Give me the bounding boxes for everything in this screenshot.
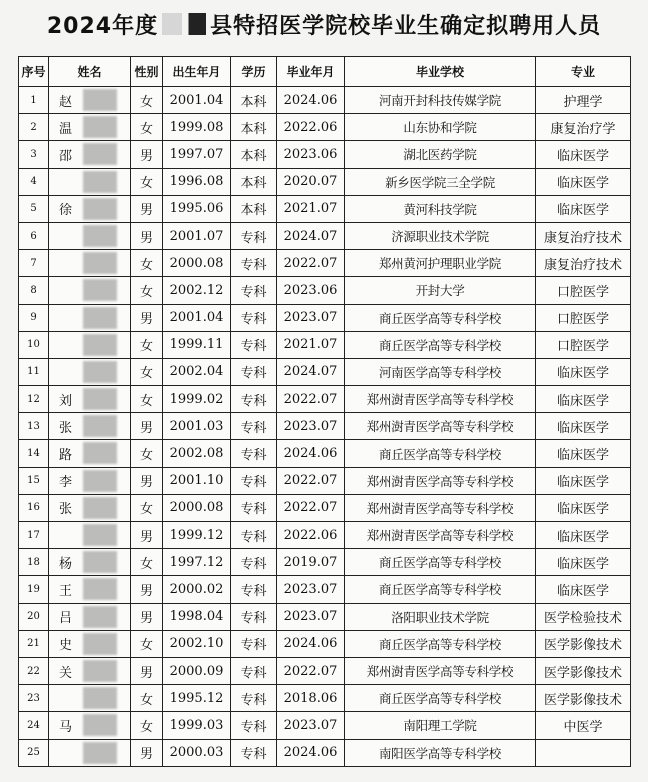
- name-redaction-blur: [83, 415, 117, 437]
- cell-birth: 1999.02: [163, 386, 231, 413]
- table-row: [19, 522, 631, 549]
- cell-no: 7: [19, 250, 49, 277]
- cell-graduation: 2024.07: [277, 222, 345, 249]
- name-redaction-blur: [83, 524, 117, 546]
- cell-school: 郑州澍青医学高等专科学校: [345, 494, 536, 521]
- cell-gender: 男: [131, 603, 163, 630]
- name-redaction-blur: [83, 714, 117, 736]
- name-redaction-blur: [83, 198, 117, 220]
- cell-school: 商丘医学高等专科学校: [345, 549, 536, 576]
- name-redaction-blur: [83, 361, 117, 383]
- table-row: [19, 195, 631, 222]
- cell-school: 河南开封科技传媒学院: [345, 87, 536, 114]
- cell-graduation: 2022.07: [277, 467, 345, 494]
- cell-name: [49, 195, 131, 222]
- cell-graduation: 2022.07: [277, 386, 345, 413]
- name-redaction-blur: [83, 307, 117, 329]
- cell-major: 中医学: [536, 712, 631, 739]
- cell-gender: 男: [131, 739, 163, 766]
- table-row: [19, 331, 631, 358]
- cell-education: 专科: [231, 657, 277, 684]
- table-row: [19, 168, 631, 195]
- table-row: [19, 603, 631, 630]
- cell-no: 19: [19, 576, 49, 603]
- cell-education: 本科: [231, 141, 277, 168]
- table-row: [19, 222, 631, 249]
- cell-graduation: 2021.07: [277, 331, 345, 358]
- cell-education: 专科: [231, 712, 277, 739]
- name-text: 杨: [59, 556, 73, 572]
- name-redaction-blur: [83, 225, 117, 247]
- cell-name: [49, 413, 131, 440]
- cell-no: 3: [19, 141, 49, 168]
- cell-education: 专科: [231, 494, 277, 521]
- name-redaction-blur: [83, 660, 117, 682]
- cell-name: [49, 250, 131, 277]
- cell-school: 开封大学: [345, 277, 536, 304]
- cell-gender: 男: [131, 413, 163, 440]
- cell-education: 专科: [231, 358, 277, 385]
- cell-education: 专科: [231, 277, 277, 304]
- name-redaction-blur: [83, 742, 117, 764]
- name-text: 吕: [59, 611, 73, 627]
- cell-name: [49, 522, 131, 549]
- header-school: 毕业学校: [345, 57, 536, 87]
- cell-major: 医学检验技术: [536, 603, 631, 630]
- cell-school: 商丘医学高等专科学校: [345, 630, 536, 657]
- cell-birth: 1997.12: [163, 549, 231, 576]
- cell-birth: 2001.03: [163, 413, 231, 440]
- name-text: 王: [59, 583, 73, 599]
- cell-graduation: 2018.06: [277, 685, 345, 712]
- cell-graduation: 2023.07: [277, 712, 345, 739]
- cell-gender: 男: [131, 141, 163, 168]
- cell-no: 18: [19, 549, 49, 576]
- cell-school: 商丘医学高等专科学校: [345, 304, 536, 331]
- cell-major: 临床医学: [536, 413, 631, 440]
- cell-gender: 女: [131, 494, 163, 521]
- table-row: [19, 87, 631, 114]
- cell-education: 本科: [231, 87, 277, 114]
- cell-no: 4: [19, 168, 49, 195]
- cell-no: 14: [19, 440, 49, 467]
- cell-name: [49, 87, 131, 114]
- table-row: [19, 114, 631, 141]
- cell-birth: 1997.07: [163, 141, 231, 168]
- name-redaction-blur: [83, 171, 117, 193]
- cell-major: 口腔医学: [536, 277, 631, 304]
- cell-graduation: 2024.07: [277, 358, 345, 385]
- cell-name: [49, 168, 131, 195]
- table-row: [19, 739, 631, 766]
- cell-education: 专科: [231, 440, 277, 467]
- cell-major: 临床医学: [536, 522, 631, 549]
- cell-school: 商丘医学高等专科学校: [345, 440, 536, 467]
- cell-graduation: 2024.06: [277, 630, 345, 657]
- cell-no: 16: [19, 494, 49, 521]
- title-suffix: 县特招医学院校毕业生确定拟聘用人员: [210, 13, 602, 39]
- cell-name: [49, 630, 131, 657]
- cell-birth: 2002.04: [163, 358, 231, 385]
- table-row: [19, 304, 631, 331]
- cell-school: 商丘医学高等专科学校: [345, 685, 536, 712]
- name-text: 路: [59, 448, 73, 464]
- cell-birth: 2002.08: [163, 440, 231, 467]
- cell-school: 郑州澍青医学高等专科学校: [345, 467, 536, 494]
- table-row: [19, 712, 631, 739]
- header-education: 学历: [231, 57, 277, 87]
- cell-education: 专科: [231, 522, 277, 549]
- cell-no: 1: [19, 87, 49, 114]
- cell-graduation: 2020.07: [277, 168, 345, 195]
- cell-name: [49, 549, 131, 576]
- cell-graduation: 2024.06: [277, 440, 345, 467]
- cell-graduation: 2023.07: [277, 603, 345, 630]
- name-text: 关: [59, 665, 73, 681]
- cell-school: 郑州澍青医学高等专科学校: [345, 522, 536, 549]
- table-row: [19, 440, 631, 467]
- page-title: [0, 6, 648, 42]
- name-redaction-blur: [83, 687, 117, 709]
- cell-birth: 1999.12: [163, 522, 231, 549]
- title-prefix: 2024年度: [46, 13, 159, 39]
- cell-major: 医学影像技术: [536, 657, 631, 684]
- cell-gender: 女: [131, 168, 163, 195]
- cell-major: 医学影像技术: [536, 685, 631, 712]
- cell-gender: 女: [131, 712, 163, 739]
- name-redaction-blur: [83, 334, 117, 356]
- cell-major: 临床医学: [536, 141, 631, 168]
- cell-major: 临床医学: [536, 195, 631, 222]
- cell-graduation: 2023.07: [277, 576, 345, 603]
- cell-school: 新乡医学院三全学院: [345, 168, 536, 195]
- cell-major: 临床医学: [536, 386, 631, 413]
- cell-gender: 女: [131, 549, 163, 576]
- name-text: 张: [59, 420, 73, 436]
- cell-no: 20: [19, 603, 49, 630]
- cell-graduation: 2021.07: [277, 195, 345, 222]
- name-redaction-blur: [83, 442, 117, 464]
- cell-name: [49, 277, 131, 304]
- cell-education: 专科: [231, 576, 277, 603]
- cell-school: 黄河科技学院: [345, 195, 536, 222]
- cell-birth: 2000.03: [163, 739, 231, 766]
- cell-name: [49, 386, 131, 413]
- table-row: [19, 250, 631, 277]
- cell-major: 临床医学: [536, 358, 631, 385]
- table-row: [19, 467, 631, 494]
- name-text: 温: [59, 121, 73, 137]
- cell-no: 15: [19, 467, 49, 494]
- cell-no: 6: [19, 222, 49, 249]
- cell-graduation: 2022.07: [277, 250, 345, 277]
- cell-school: 河南医学高等专科学校: [345, 358, 536, 385]
- cell-school: 南阳理工学院: [345, 712, 536, 739]
- hiring-list-table: [18, 56, 631, 767]
- cell-name: [49, 603, 131, 630]
- cell-graduation: 2023.07: [277, 413, 345, 440]
- cell-major: 临床医学: [536, 440, 631, 467]
- cell-education: 专科: [231, 603, 277, 630]
- cell-major: 口腔医学: [536, 304, 631, 331]
- cell-birth: 1995.12: [163, 685, 231, 712]
- cell-gender: 男: [131, 304, 163, 331]
- name-text: 史: [59, 638, 73, 654]
- cell-education: 专科: [231, 304, 277, 331]
- cell-name: [49, 657, 131, 684]
- name-redaction-blur: [83, 551, 117, 573]
- name-text: 刘: [59, 393, 73, 409]
- cell-no: 24: [19, 712, 49, 739]
- cell-school: 郑州黄河护理职业学院: [345, 250, 536, 277]
- table-row: [19, 141, 631, 168]
- cell-school: 郑州澍青医学高等专科学校: [345, 413, 536, 440]
- cell-name: [49, 114, 131, 141]
- cell-major: 临床医学: [536, 467, 631, 494]
- cell-birth: 2001.04: [163, 304, 231, 331]
- cell-school: 商丘医学高等专科学校: [345, 331, 536, 358]
- cell-gender: 女: [131, 250, 163, 277]
- cell-name: [49, 712, 131, 739]
- cell-no: 23: [19, 685, 49, 712]
- cell-gender: 男: [131, 467, 163, 494]
- cell-gender: 女: [131, 440, 163, 467]
- cell-birth: 1999.03: [163, 712, 231, 739]
- cell-name: [49, 494, 131, 521]
- cell-graduation: 2024.06: [277, 739, 345, 766]
- cell-school: 商丘医学高等专科学校: [345, 576, 536, 603]
- cell-graduation: 2024.06: [277, 87, 345, 114]
- cell-no: 12: [19, 386, 49, 413]
- cell-birth: 1998.04: [163, 603, 231, 630]
- cell-no: 11: [19, 358, 49, 385]
- name-redaction-blur: [83, 388, 117, 410]
- cell-birth: 2000.08: [163, 250, 231, 277]
- cell-graduation: 2022.06: [277, 114, 345, 141]
- cell-name: [49, 467, 131, 494]
- cell-name: [49, 739, 131, 766]
- cell-birth: 2001.07: [163, 222, 231, 249]
- cell-birth: 2001.04: [163, 87, 231, 114]
- cell-graduation: 2023.07: [277, 304, 345, 331]
- cell-education: 专科: [231, 630, 277, 657]
- cell-graduation: 2022.07: [277, 494, 345, 521]
- name-redaction-blur: [83, 279, 117, 301]
- table-row: [19, 549, 631, 576]
- table-header-row: [19, 57, 631, 87]
- name-redaction-blur: [83, 606, 117, 628]
- cell-education: 本科: [231, 114, 277, 141]
- cell-gender: 女: [131, 386, 163, 413]
- cell-no: 2: [19, 114, 49, 141]
- table-row: [19, 358, 631, 385]
- cell-gender: 女: [131, 630, 163, 657]
- cell-school: 湖北医药学院: [345, 141, 536, 168]
- name-redaction-blur: [83, 252, 117, 274]
- cell-education: 本科: [231, 168, 277, 195]
- header-no: 序号: [19, 57, 49, 87]
- cell-gender: 女: [131, 331, 163, 358]
- header-graduation: 毕业年月: [277, 57, 345, 87]
- cell-education: 本科: [231, 195, 277, 222]
- name-text: 邵: [59, 148, 73, 164]
- name-redaction-blur: [83, 116, 117, 138]
- cell-major: 护理学: [536, 87, 631, 114]
- cell-birth: 1996.08: [163, 168, 231, 195]
- cell-school: 济源职业技术学院: [345, 222, 536, 249]
- cell-gender: 女: [131, 685, 163, 712]
- cell-birth: 2002.10: [163, 630, 231, 657]
- cell-birth: 1999.11: [163, 331, 231, 358]
- name-redaction-blur: [83, 470, 117, 492]
- cell-name: [49, 331, 131, 358]
- table-row: [19, 685, 631, 712]
- name-text: 李: [59, 475, 73, 491]
- cell-no: 5: [19, 195, 49, 222]
- cell-major: 临床医学: [536, 549, 631, 576]
- cell-no: 17: [19, 522, 49, 549]
- cell-major: 临床医学: [536, 168, 631, 195]
- cell-name: [49, 576, 131, 603]
- table-row: [19, 494, 631, 521]
- table-row: [19, 386, 631, 413]
- cell-education: 专科: [231, 331, 277, 358]
- cell-major: 康复治疗技术: [536, 250, 631, 277]
- cell-birth: 1995.06: [163, 195, 231, 222]
- cell-birth: 2001.10: [163, 467, 231, 494]
- redacted-county-name: [162, 13, 206, 35]
- cell-gender: 男: [131, 576, 163, 603]
- cell-education: 专科: [231, 467, 277, 494]
- header-name: 姓名: [49, 57, 131, 87]
- header-birth: 出生年月: [163, 57, 231, 87]
- cell-school: 郑州澍青医学高等专科学校: [345, 657, 536, 684]
- cell-major: [536, 739, 631, 766]
- header-major: 专业: [536, 57, 631, 87]
- table-body: [19, 87, 631, 767]
- table-row: [19, 576, 631, 603]
- cell-no: 8: [19, 277, 49, 304]
- cell-school: 南阳医学高等专科学校: [345, 739, 536, 766]
- name-text: 张: [59, 502, 73, 518]
- cell-gender: 女: [131, 277, 163, 304]
- cell-no: 22: [19, 657, 49, 684]
- cell-education: 专科: [231, 739, 277, 766]
- cell-name: [49, 141, 131, 168]
- cell-name: [49, 685, 131, 712]
- cell-gender: 男: [131, 222, 163, 249]
- cell-no: 25: [19, 739, 49, 766]
- cell-school: 郑州澍青医学高等专科学校: [345, 386, 536, 413]
- cell-education: 专科: [231, 386, 277, 413]
- name-redaction-blur: [83, 633, 117, 655]
- cell-name: [49, 222, 131, 249]
- cell-gender: 男: [131, 522, 163, 549]
- cell-major: 康复治疗技术: [536, 222, 631, 249]
- cell-graduation: 2023.06: [277, 141, 345, 168]
- cell-graduation: 2023.06: [277, 277, 345, 304]
- cell-graduation: 2019.07: [277, 549, 345, 576]
- cell-birth: 2000.08: [163, 494, 231, 521]
- cell-major: 康复治疗学: [536, 114, 631, 141]
- cell-education: 专科: [231, 250, 277, 277]
- name-text: 马: [59, 719, 73, 735]
- name-redaction-blur: [83, 578, 117, 600]
- cell-school: 山东协和学院: [345, 114, 536, 141]
- cell-graduation: 2022.06: [277, 522, 345, 549]
- cell-no: 21: [19, 630, 49, 657]
- cell-education: 专科: [231, 685, 277, 712]
- cell-education: 专科: [231, 413, 277, 440]
- cell-gender: 女: [131, 358, 163, 385]
- cell-major: 临床医学: [536, 576, 631, 603]
- cell-no: 10: [19, 331, 49, 358]
- table-row: [19, 630, 631, 657]
- name-redaction-blur: [83, 89, 117, 111]
- cell-major: 口腔医学: [536, 331, 631, 358]
- cell-school: 洛阳职业技术学院: [345, 603, 536, 630]
- cell-no: 9: [19, 304, 49, 331]
- cell-gender: 男: [131, 195, 163, 222]
- cell-birth: 2000.09: [163, 657, 231, 684]
- cell-education: 专科: [231, 549, 277, 576]
- cell-name: [49, 440, 131, 467]
- cell-birth: 2002.12: [163, 277, 231, 304]
- cell-gender: 女: [131, 87, 163, 114]
- cell-no: 13: [19, 413, 49, 440]
- name-text: 赵: [59, 94, 73, 110]
- cell-name: [49, 358, 131, 385]
- cell-birth: 1999.08: [163, 114, 231, 141]
- cell-major: 医学影像技术: [536, 630, 631, 657]
- table-row: [19, 413, 631, 440]
- table-row: [19, 277, 631, 304]
- header-gender: 性别: [131, 57, 163, 87]
- cell-major: 临床医学: [536, 494, 631, 521]
- cell-graduation: 2022.07: [277, 657, 345, 684]
- name-redaction-blur: [83, 143, 117, 165]
- table-row: [19, 657, 631, 684]
- cell-gender: 男: [131, 657, 163, 684]
- name-text: 徐: [59, 203, 73, 219]
- cell-education: 专科: [231, 222, 277, 249]
- cell-birth: 2000.02: [163, 576, 231, 603]
- name-redaction-blur: [83, 497, 117, 519]
- cell-gender: 女: [131, 114, 163, 141]
- cell-name: [49, 304, 131, 331]
